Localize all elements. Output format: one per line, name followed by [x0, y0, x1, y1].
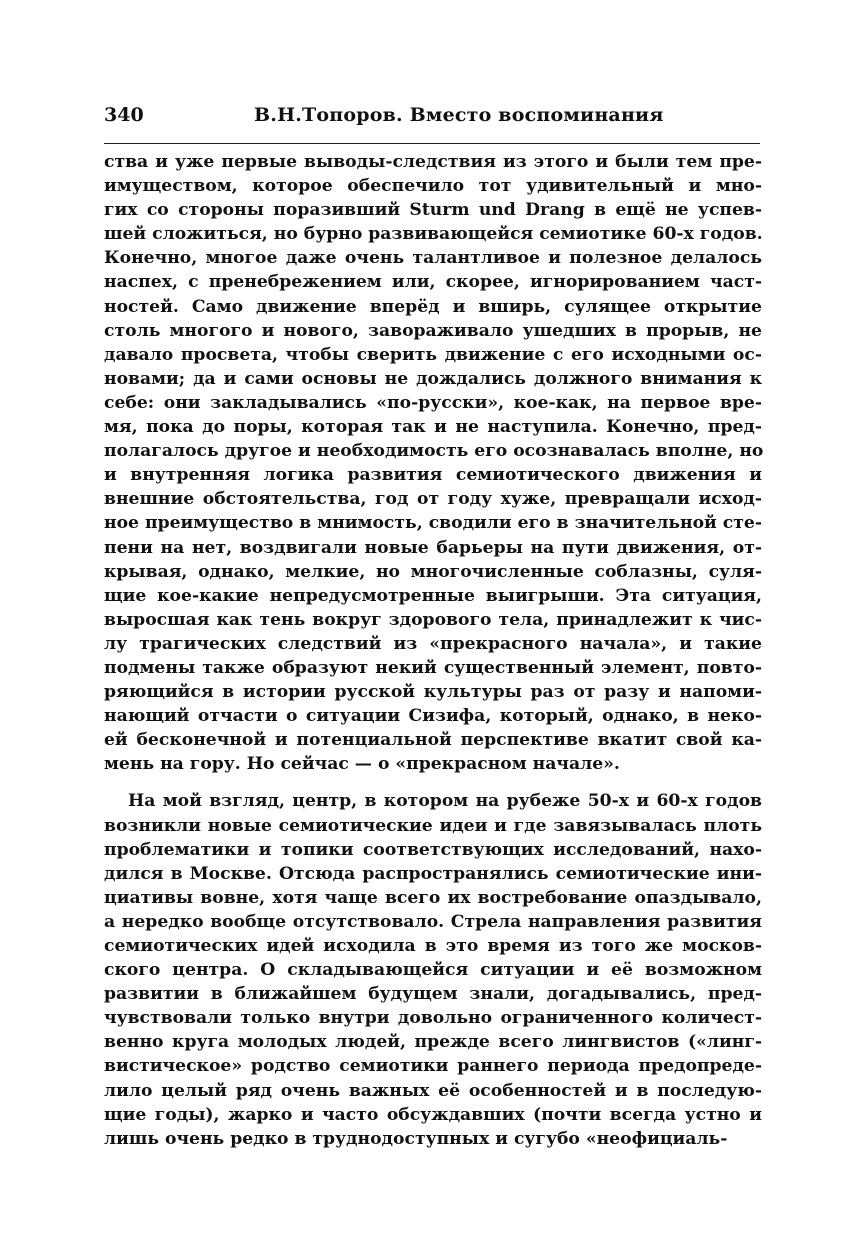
text-line: чувствовали только внутри довольно ограниченного количест- [104, 1008, 762, 1029]
text-line: мя, пока до поры, которая так и не наступила. Конечно, пред- [104, 417, 762, 438]
text-line: щие кое-какие непредусмотренные выигрыши. Эта ситуация, [104, 585, 762, 606]
text-line: и внутренняя логика развития семиотического движения и [104, 465, 762, 486]
text-line: полагалось другое и необходимость его осознавалась вполне, но [104, 441, 764, 462]
text-line: ского центра. О складывающейся ситуации и её возможном [104, 960, 762, 981]
running-head [104, 104, 764, 134]
text-line: проблематики и топики соответствующих исследований, нахо- [104, 839, 762, 860]
header-rule [104, 143, 760, 144]
text-line: Конечно, многое даже очень талантливое и полезное делалось [104, 248, 762, 269]
text-line: подмены также образуют некий существенный элемент, повто- [104, 657, 762, 678]
text-line: лу трагических следствий из «прекрасного начала», и такие [104, 633, 762, 654]
paragraph-1 [104, 150, 762, 776]
text-line: венно круга молодых людей, прежде всего лингвистов («линг- [104, 1032, 762, 1053]
text-line: На мой взгляд, центр, в котором на рубеже 50-х и 60-х годов [128, 791, 762, 812]
page-number: 340 [104, 104, 144, 126]
text-line: щие годы), жарко и часто обсуждавших (почти всегда устно и [104, 1104, 762, 1125]
text-line: вистическое» родство семиотики раннего периода предопреде- [104, 1056, 762, 1077]
text-line: шей сложиться, но бурно развивающейся семиотике 60-х годов. [104, 224, 763, 245]
text-line: развитии в ближайшем будущем знали, догадывались, пред- [104, 984, 762, 1005]
text-line: ное преимущество в мнимость, сводили его в значительной сте- [104, 513, 762, 534]
text-line: гих со стороны поразивший Sturm und Drang в ещё не успев- [104, 200, 762, 221]
text-line: нающий отчасти о ситуации Сизифа, который, однако, в неко- [104, 706, 762, 727]
text-line: циативы вовне, хотя чаще всего их востребование опаздывало, [104, 887, 762, 908]
text-line: имуществом, которое обеспечило тот удивительный и мно- [104, 176, 762, 197]
text-line: новами; да и сами основы не дождались должного внимания к [104, 368, 762, 389]
text-line: ностей. Само движение вперёд и вширь, сулящее открытие [104, 296, 762, 317]
text-line: выросшая как тень вокруг здорового тела, принадлежит к чис- [104, 609, 762, 630]
text-line: ряющийся в истории русской культуры раз от разу и напоми- [104, 682, 762, 703]
text-line: а нередко вообще отсутствовало. Стрела направления развития [104, 911, 762, 932]
body-text [104, 150, 762, 1151]
running-title: В.Н.Топоров. Вместо воспоминания [254, 104, 664, 126]
text-line: лишь очень редко в труднодоступных и сугубо «неофициаль- [104, 1128, 728, 1149]
text-line: дился в Москве. Отсюда распространялись семиотические ини- [104, 863, 762, 884]
text-line: столь многого и нового, завораживало ушедших в прорыв, не [104, 320, 762, 341]
text-line: внешние обстоятельства, год от году хуже, превращали исход- [104, 489, 762, 510]
text-line: ей бесконечной и потенциальной перспективе вкатит свой ка- [104, 730, 762, 751]
text-line: крывая, однако, мелкие, но многочисленные соблазны, суля- [104, 561, 762, 582]
text-line: семиотических идей исходила в это время из того же москов- [104, 936, 762, 956]
text-line: мень на гору. Но сейчас — о «прекрасном начале». [104, 754, 620, 775]
paragraph-2 [104, 789, 762, 1150]
text-line: возникли новые семиотические идеи и где завязывалась плоть [104, 815, 762, 836]
text-line: ства и уже первые выводы-следствия из этого и были тем пре- [104, 152, 762, 172]
text-line: пени на нет, воздвигали новые барьеры на пути движения, от- [104, 537, 762, 558]
text-line: наспех, с пренебрежением или, скорее, игнорированием част- [104, 272, 762, 293]
text-line: давало просвета, чтобы сверить движение с его исходными ос- [104, 344, 762, 365]
text-line: лило целый ряд очень важных её особенностей и в последую- [104, 1080, 762, 1101]
text-line: себе: они закладывались «по-русски», кое-как, на первое вре- [104, 392, 762, 413]
